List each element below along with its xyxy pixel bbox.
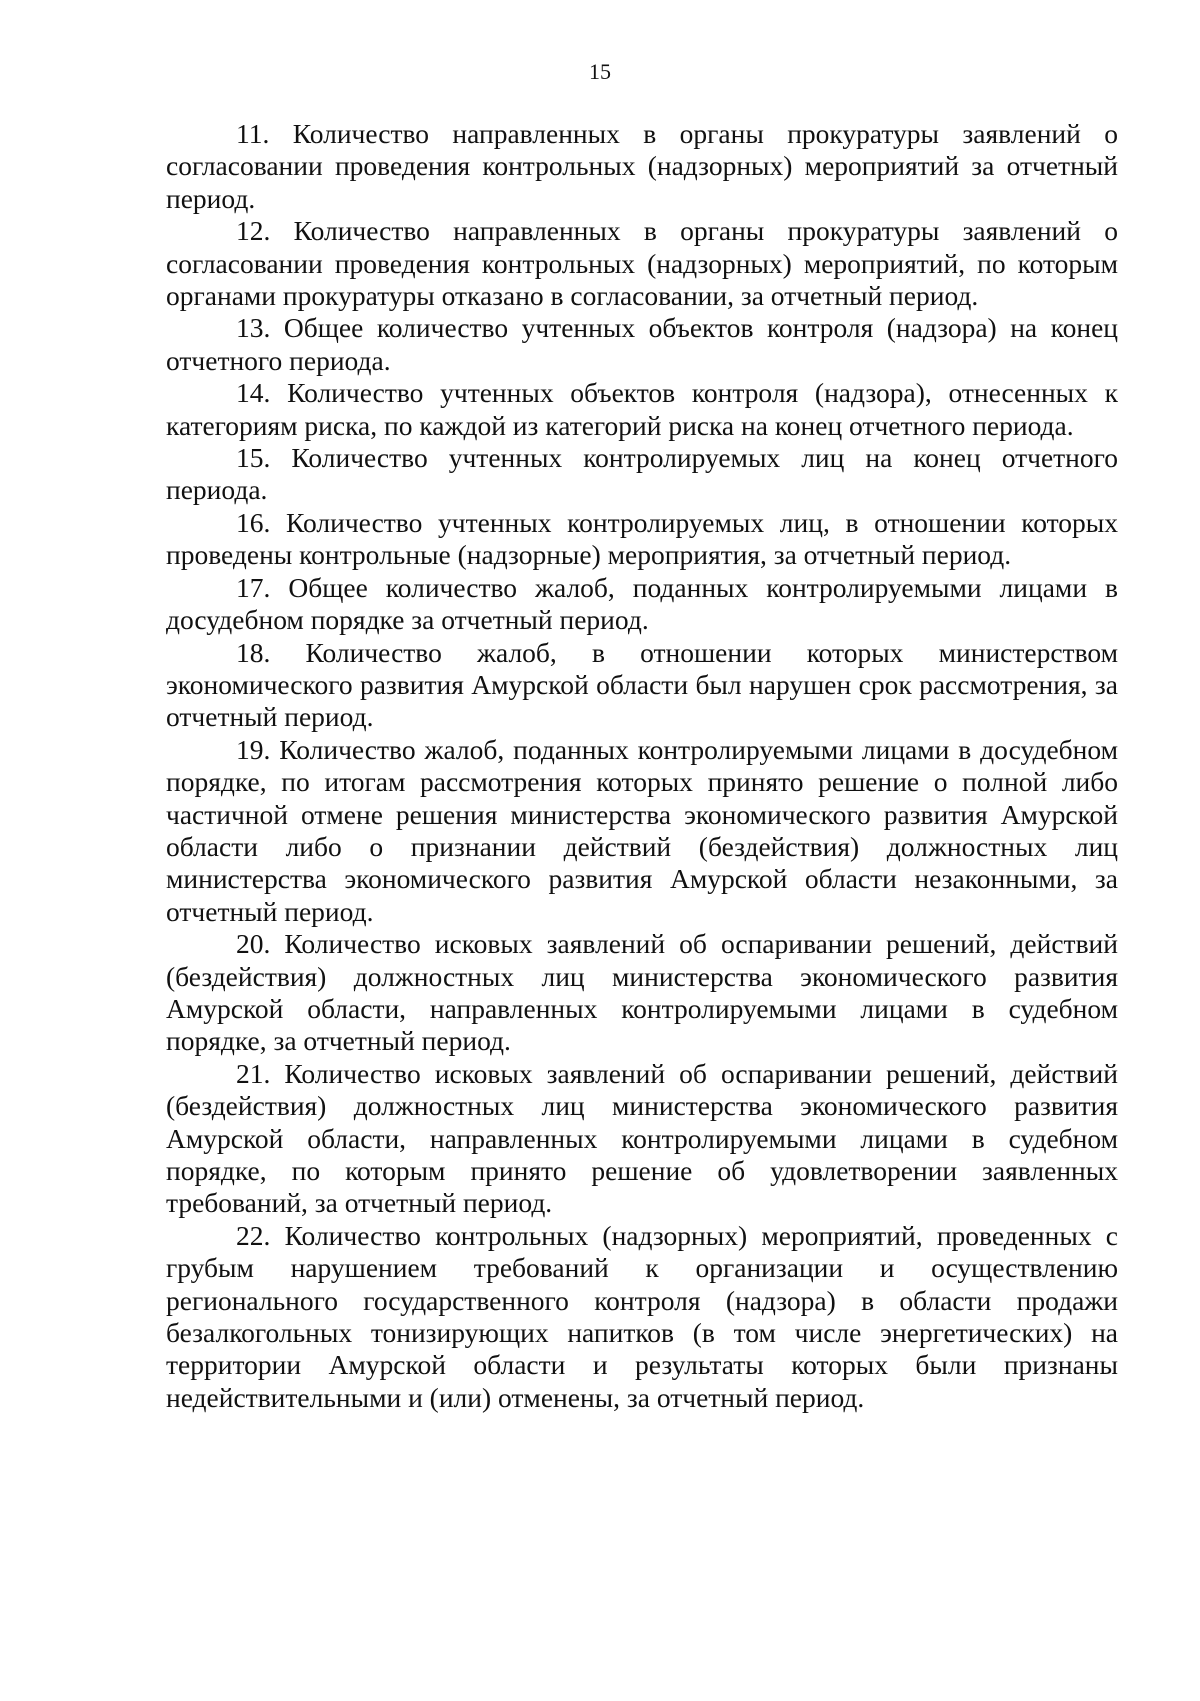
paragraph-item-21: 21. Количество исковых заявлений об оспаривании решений, действий (бездействия) должностных лиц министерства экономического развития Амурской области, направленных контролируемыми лицами в судебном порядке, по которым принято решение об удовлетворении заявленных требований, за отчетный период. [166, 1057, 1118, 1219]
paragraph-item-13: 13. Общее количество учтенных объектов контроля (надзора) на конец отчетного периода. [166, 312, 1118, 376]
paragraph-item-20: 20. Количество исковых заявлений об оспаривании решений, действий (бездействия) должностных лиц министерства экономического развития Амурской области, направленных контролируемыми лицами в судебном порядке, за отчетный период. [166, 928, 1118, 1057]
document-body [166, 118, 1118, 1414]
paragraph-item-11: 11. Количество направленных в органы прокуратуры заявлений о согласовании проведения контрольных (надзорных) мероприятий за отчетный период. [166, 118, 1118, 214]
page-number: 15 [589, 59, 611, 84]
paragraph-item-14: 14. Количество учтенных объектов контроля (надзора), отнесенных к категориям риска, по каждой из категорий риска на конец отчетного периода. [166, 377, 1118, 441]
paragraph-item-15: 15. Количество учтенных контролируемых лиц на конец отчетного периода. [166, 442, 1118, 506]
paragraph-item-16: 16. Количество учтенных контролируемых лиц, в отношении которых проведены контрольные (надзорные) мероприятия, за отчетный период. [166, 506, 1118, 571]
paragraph-item-12: 12. Количество направленных в органы прокуратуры заявлений о согласовании проведения контрольных (надзорных) мероприятий, по которым органами прокуратуры отказано в согласовании, за отчетный период. [166, 215, 1118, 312]
paragraph-item-17: 17. Общее количество жалоб, поданных контролируемыми лицами в досудебном порядке за отчетный период. [166, 571, 1118, 636]
paragraph-item-22: 22. Количество контрольных (надзорных) мероприятий, проведенных с грубым нарушением требований к организации и осуществлению регионального государственного контроля (надзора) в области продажи безалкогольных тонизирующих напитков (в том числе энергетических) на территории Амурской области и результаты которых были признаны недействительными и (или) отменены, за отчетный период. [166, 1219, 1118, 1413]
paragraph-item-19: 19. Количество жалоб, поданных контролируемыми лицами в досудебном порядке, по итогам рассмотрения которых принято решение о полной либо частичной отмене решения министерства экономического развития Амурской области либо о признании действий (бездействия) должностных лиц министерства экономического развития Амурской области незаконными, за отчетный период. [166, 733, 1118, 927]
paragraph-item-18: 18. Количество жалоб, в отношении которых министерством экономического развития Амурской области был нарушен срок рассмотрения, за отчетный период. [166, 636, 1118, 733]
